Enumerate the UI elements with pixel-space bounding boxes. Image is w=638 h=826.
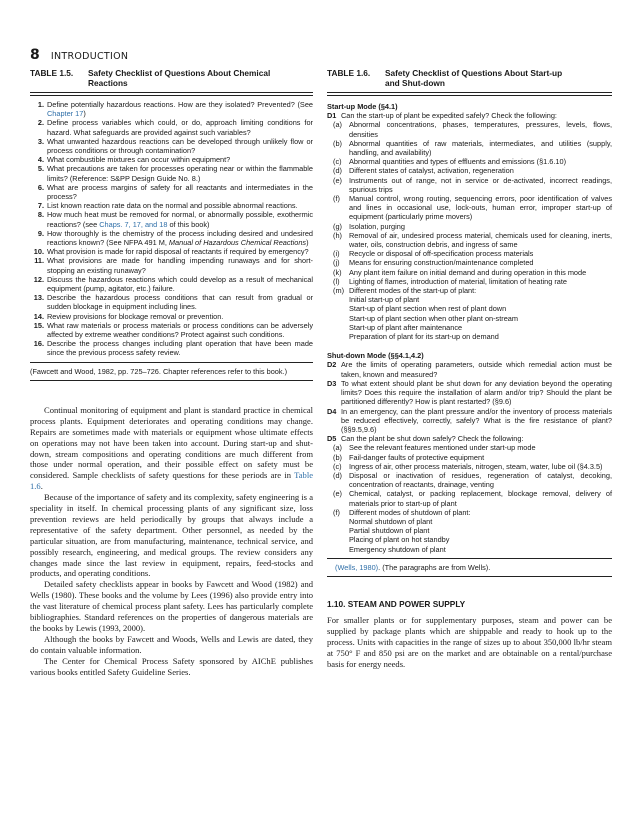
shutdown-mode-heading: Shut-down Mode (§§4.1,4.2)	[327, 351, 424, 361]
paragraph: Although the books by Fawcett and Woods, Wells and Lewis are dated, they do contain valuable information.	[30, 633, 313, 655]
list-item: Initial start-up of plant	[349, 295, 420, 305]
list-item: 4. What combustible mixtures can occur within equipment?	[37, 155, 231, 165]
list-item: Start-up of plant section when rest of plant down	[349, 304, 507, 314]
section-1-10-heading: 1.10. STEAM AND POWER SUPPLY	[327, 598, 466, 609]
table-1-6-title: TABLE 1.6. Safety Checklist of Questions About Start-up and Shut-down	[327, 68, 563, 88]
checklist-item-d5: D5 Can the plant be shut down safely? Check the following:	[327, 434, 524, 444]
list-item: 10. What provision is made for rapid disposal of reactants if required by emergency?	[33, 247, 309, 257]
table-1-6-link[interactable]: Table 1.6	[30, 470, 313, 492]
list-item: 3. What unwanted hazardous reactions can be developed through unlikely flow or process conditions or through contamination?	[37, 136, 313, 156]
table-rule	[327, 95, 612, 96]
table-rule	[30, 95, 313, 96]
list-item: 2. Define process variables which could, or do, approach limiting conditions for hazard. What safeguards are provided against such variables?	[37, 118, 313, 137]
list-item: (a) Abnormal concentrations, phases, temperatures, pressures, levels, flows, densities	[333, 120, 612, 139]
list-item: Normal shutdown of plant	[349, 516, 433, 526]
list-item: (d) Different states of catalyst, activation, regeneration	[333, 166, 514, 176]
list-item: (c) Ingress of air, other process materials, nitrogen, steam, water, lube oil (§4.3.5)	[333, 461, 603, 471]
list-item: (k) Any plant item failure on initial demand and during operation in this mode	[333, 267, 587, 277]
paragraph: Detailed safety checklists appear in books by Fawcett and Wood (1982) and Wells (1980). These books and the volume by Lees (1996) also provide entry into the vast literature of chemical process plant safety. Lees has particularly complete bibliographies. Standard references on the properties of dangerous materials are the books by Lewis (1993, 2000).	[30, 579, 313, 634]
list-item: (m) Different modes of the start-up of plant:	[333, 286, 477, 296]
list-item: (h) Removal of air, undesired process material, chemicals used for cleaning, inerts, water, oils, construction debris, and ingress of same	[333, 230, 612, 250]
running-head-section: INTRODUCTION	[50, 51, 129, 62]
list-item: 1. Define potentially hazardous reactions. How are they isolated? Prevented? (See Chapter 17)	[37, 100, 313, 119]
list-item: Preparation of plant for its start-up on demand	[349, 332, 499, 342]
list-item: 16. Describe the process changes including plant operation that have been made since the previous process safety review.	[33, 339, 313, 358]
list-item: 13. Describe the hazardous process conditions that can result from gradual or sudden blockage in equipment including lines.	[33, 293, 313, 312]
table-1-5-footnote: (Fawcett and Wood, 1982, pp. 725–726. Chapter references refer to this book.)	[30, 366, 288, 376]
table-rule	[327, 92, 612, 93]
paragraph: Because of the importance of safety and its complexity, safety engineering is a speciality in itself. In chemical processing plants of any significant size, loss prevention reviews are held periodically by groups that always include a representative of the safety department. Other personnel, as needed by the particular situation, are from manufacturing, maintenance, technical service, and possibly research, engineering, and medical groups. The review considers any changes made since the last review in equipment, repairs, feed-stocks and products, and operating conditions.	[30, 492, 313, 579]
list-item: 9. How thoroughly is the chemistry of the process including desired and undesired reactions known? (See NFPA 491 M, Manual of Hazardous Chemical Reactions)	[37, 228, 313, 248]
list-item: (i) Recycle or disposal of off-specification process materials	[333, 249, 534, 259]
list-item: (l) Lighting of flames, introduction of material, limitation of heating rate	[333, 276, 567, 286]
page-number: 8	[30, 47, 40, 63]
checklist-item-d4: D4 In an emergency, can the plant pressure and/or the inventory of process materials be reduced effectively, correctly, safely? What is the fire resistance of plant? (§§9.5,9.6)	[327, 406, 612, 434]
table-rule	[30, 380, 313, 381]
list-item: (b) Fail-danger faults of protective equipment	[333, 452, 485, 462]
list-item: 11. What provisions are made for handling impending runaways and for short-stopping an existing runaway?	[34, 256, 313, 275]
right-column	[327, 68, 612, 669]
chapter-link[interactable]: Chapter 17	[47, 109, 84, 119]
list-item: 15. What raw materials or process materials or process conditions can be adversely affected by extreme weather conditions? Protect against such conditions.	[33, 320, 313, 340]
list-item: 7. List known reaction rate data on the normal and possible abnormal reactions.	[37, 201, 298, 211]
table-1-5-list	[30, 100, 313, 358]
table-1-6-footnote: (Wells, 1980). (The paragraphs are from Wells).	[335, 562, 491, 572]
list-item: (c) Abnormal quantities and types of effluents and emissions (§1.6.10)	[333, 157, 567, 167]
checklist-item-d3: D3 To what extent should plant be shut down for any deviation beyond the operating limits? Does this require the installation of alarm and/or trip? Should the plant be partitioned differently? How is plant restarted? (§9.6)	[327, 378, 612, 407]
checklist-item-d1: D1 Can the start-up of plant be expedited safely? Check the following:	[327, 111, 557, 121]
checklist-item-d2: D2 Are the limits of operating parameters, outside which remedial action must be taken, known and measured?	[327, 360, 612, 379]
list-item: Start-up of plant after maintenance	[349, 322, 463, 332]
list-item: Placing of plant on hot standby	[349, 535, 450, 545]
body-text	[327, 615, 612, 670]
list-item: (b) Abnormal quantities of raw materials, intermediates, and utilities (supply, handling, and availability)	[333, 138, 612, 158]
list-item: 5. What precautions are taken for processes operating near or within the flammable limits? (Reference: S&PP Design Guide No. 8.)	[37, 164, 313, 183]
table-rule	[30, 92, 313, 93]
paragraph: For smaller plants or for supplementary purposes, steam and power can be supplied by package plants which are shippable and ready to hook up to the process. Units with capacities in the range of sizes up to about 350,000 lb/hr steam at 750° F and 850 psi are on the market and are obtainable on a rental/purchase basis for energy needs.	[327, 614, 612, 669]
startup-mode-heading: Start-up Mode (§4.1)	[327, 102, 398, 111]
list-item: 8. How much heat must be removed for normal, or abnormally possible, exothermic reactions? (see Chaps. 7, 17, and 18 of this book)	[37, 210, 313, 229]
list-item: (g) Isolation, purging	[333, 221, 405, 231]
list-item: (e) Chemical, catalyst, or packing replacement, blockage removal, delivery of materials prior to start-up of plant	[333, 489, 612, 508]
list-item: Start-up of plant section when other plant on-stream	[349, 313, 518, 323]
chapters-link[interactable]: Chaps. 7, 17, and 18	[99, 219, 168, 229]
list-item: (j) Means for ensuring construction/maintenance completed	[333, 258, 534, 268]
list-item: (a) See the relevant features mentioned under start-up mode	[333, 443, 536, 453]
table-rule	[327, 576, 612, 577]
list-item: (e) Instruments out of range, not in service or de-activated, incorrect readings, spurious trips	[333, 175, 612, 194]
left-column	[30, 68, 313, 678]
table-1-5-title: TABLE 1.5. Safety Checklist of Questions About Chemical Reactions	[30, 68, 271, 88]
wells-1980-link[interactable]: (Wells, 1980)	[335, 562, 379, 572]
body-text	[30, 405, 313, 678]
list-item: (d) Disposal or inactivation of residues, regeneration of catalyst, decoking, concentration of reactants, drainage, venting	[333, 470, 612, 490]
paragraph: Continual monitoring of equipment and plant is standard practice in chemical process plants. Equipment deteriorates and operating conditions may change. Repairs are sometimes made with materials or equipment whose ultimate effects on operations may not have been taken into account. During start-up and shut-down, stream compositions and operating conditions are much different from those under normal operation, and their possible effect on safety must be considered. Sample checklists of safety questions for these periods are in Table 1.6.	[30, 404, 313, 492]
table-rule	[30, 362, 313, 363]
paragraph: The Center for Chemical Process Safety sponsored by AIChE publishes various books entitled Safety Guideline Series.	[30, 655, 313, 677]
list-item: 6. What are process margins of safety for all reactants and intermediates in the process?	[37, 182, 313, 202]
list-item: 12. Discuss the hazardous reactions which could develop as a result of mechanical equipment (pump, agitator, etc.) failure.	[33, 274, 313, 294]
list-item: (f) Different modes of shutdown of plant:	[333, 507, 471, 517]
list-item: (f) Manual control, wrong routing, sequencing errors, poor identification of valves and lines in occasional use, lock-outs, human error, improper start-up of equipment (particularly prime movers)	[333, 194, 612, 222]
list-item: 14. Review provisions for blockage removal or prevention.	[33, 311, 224, 321]
list-item: Emergency shutdown of plant	[349, 544, 446, 554]
list-item: Partial shutdown of plant	[349, 526, 430, 536]
table-rule	[327, 558, 612, 559]
running-head	[30, 44, 128, 63]
